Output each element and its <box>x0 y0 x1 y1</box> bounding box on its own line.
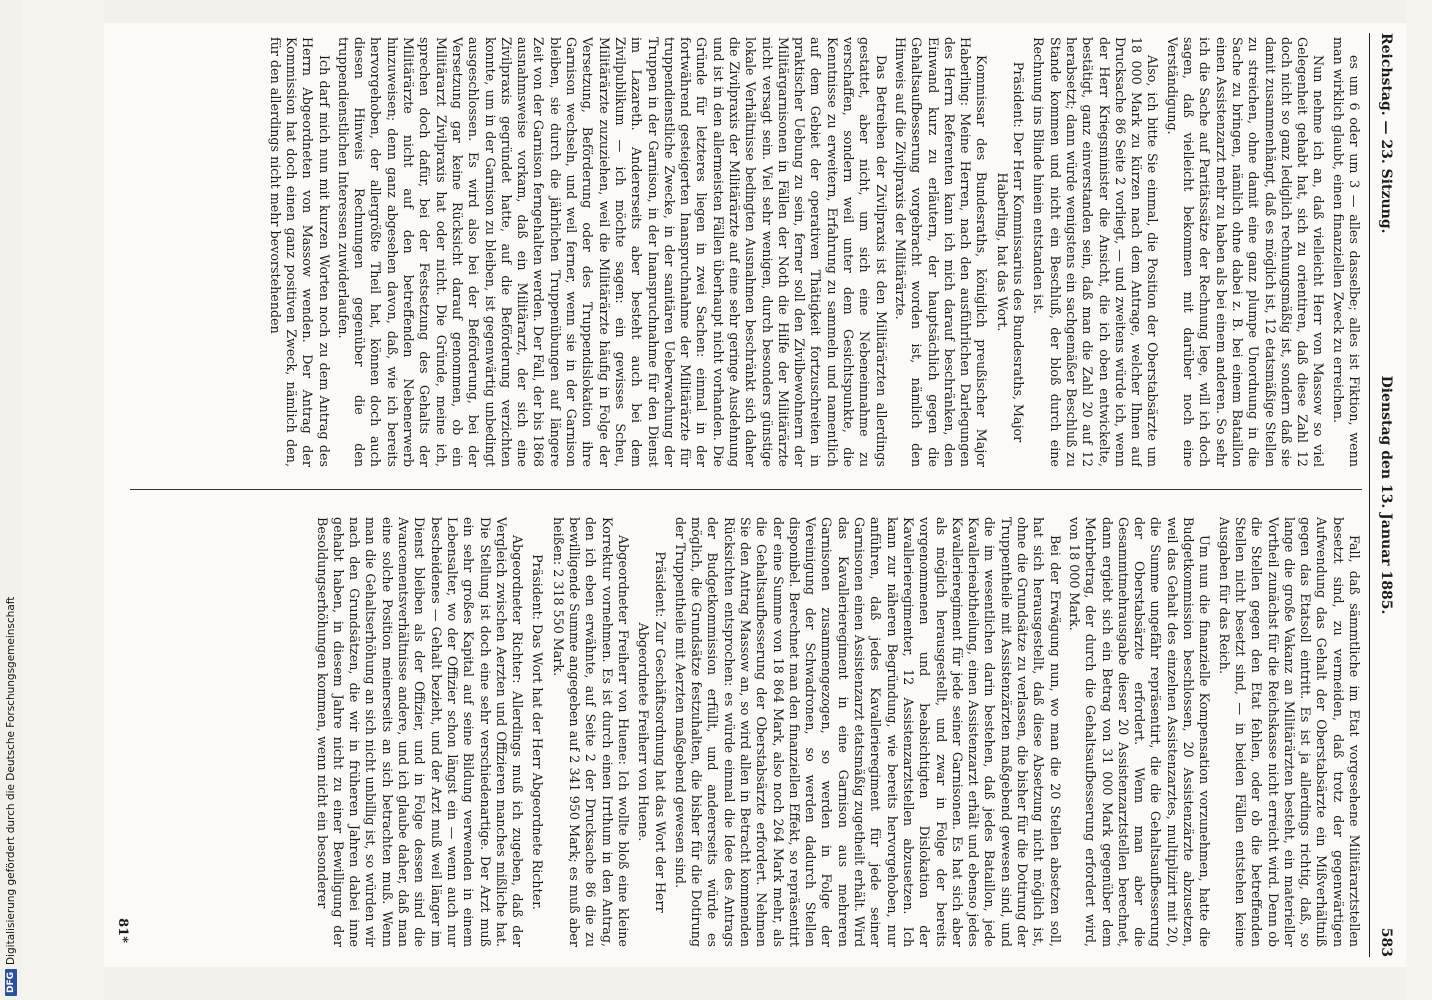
column-divider <box>130 489 1362 490</box>
scan-margin-right <box>1406 0 1432 1000</box>
scan-margin-left <box>22 0 104 1000</box>
sidebar-credit <box>0 6 22 996</box>
paragraph: Nun nehme ich an, daß vielleicht Herr von Massow so viel Gelegenheit gehabt hat, sich zu orientiren, daß diese Zahl 12 doch nicht so ganz lediglich rechnungsmäßig ist, sondern daß sie damit zusammenhängt, daß es möglich ist, 12 etatsmäßige Stellen zu streichen, ohne damit eine ganz plumpe Unordnung in die Sache zu bringen, nämlich ohne dabei z. B. bei einem Bataillon einen Assistenzarzt mehr zu haben als bei einem anderen. So sehr ich die Sache auf Paritätssätze der Rechnung lege, will ich doch sagen, daß vielleicht bekommen mit darüber noch eine Verständigung. <box>1164 37 1327 467</box>
text-column-left <box>122 37 1362 467</box>
paragraph: Kommissar des Bundesraths, königlich preußischer Major Haberling: Meine Herren, nach den ausführlichen Darlegungen des Herrn Referenten kann ich mich darauf beschränken, den Einwand kurz zu erläutern, der hauptsächlich gegen die Gehaltsaufbesserung vorgebracht worden ist, nämlich den Hinweis auf die Zivilpraxis der Militärärzte. <box>892 37 990 467</box>
speaker-paragraph: Präsident: Der Herr Kommissarius des Bundesraths, Major Haberling, hat das Wort. <box>994 61 1027 443</box>
sheet-signature: 81* <box>115 918 131 943</box>
paragraph: Bei der Erwägung nun, wo man die 20 Stellen absetzen soll, hat sich herausgestellt, daß diese Absetzung nicht möglich ist, ohne die Grundsätze zu verlassen, die bisher für die Dotirung der Truppentheile mit Assistenzärzten maßgebend gewesen sind, und die im wesentlichen darin bestehen, daß jedes Bataillon, jede Kavallerieabtheilung, einen Assistenzarzt erhält und ebenso jedes Kavallerieregiment für jede seiner Garnisonen. Es hat sich aber als möglich herausgestellt, und zwar in Folge der bereits vorgenommenen und beabsichtigten Dislokation der Kavallerieregimenter, 12 Assistenzarztstellen abzusetzen. Ich kann zur näheren Begründung, wie bereits hervorgehoben, nur anführen, daß jedes Kavallerieregiment für jede seiner Garnisonen einen Assistenzarzt etatsmäßig zugetheilt erhält. Wird das Kavallerieregiment in eine Garnison aus mehreren Garnisonen zusammengezogen, so werden in Folge der Vereinigung der Schwadronen, so werden dadurch Stellen disponibel. Berechnet man den finanziellen Effekt, so repräsentirt der eine Summe von 18 864 Mark, also noch 264 Mark mehr, als die Gehaltsaufbesserung der Oberstabsärzte erfordert. Nehmen Sie den Antrag Massow an, so wird allen in Betracht kommenden Rücksichten entsprochen: es würde einmal die Idee des Antrags der Budgetkommission erfüllt, und andererseits würde es möglich, die Grundsätze festzuhalten, die bisher für die Dotirung der Truppentheile mit Aerzten maßgebend gewesen sind. <box>672 517 1063 947</box>
dfg-logo-icon: DFG <box>5 969 17 996</box>
page-number: 583 <box>1378 927 1394 957</box>
header-center: Dienstag den 13. Januar 1885. <box>1378 375 1394 615</box>
speaker-paragraph: Präsident: Zur Geschäftsordnung hat das Wort der Herr Abgeordnete Freiherr von Huene. <box>636 551 668 913</box>
paragraph: Ich darf mich nun mit kurzen Worten noch zu dem Antrag des Herrn Abgeordneten von Massow wenden. Der Antrag der Kommission hat doch einen ganz positiven Zweck, nämlich den, für den allerdings nicht mehr bevorstehenden <box>267 37 332 467</box>
paragraph: Um nun die finanzielle Kompensation vorzunehmen, hatte die Budgetkommission beschlossen, 20 Assistenzärzte abzusetzen, weil das Gehalt des einzelnen Assistenzarztes, multiplizirt mit 20, die Summe ungefähr repräsentirt, die die Gehaltsaufbesserung der Oberstabsärzte erfordert. Wenn man aber die Gesammtmehrausgabe dieser 20 Assistenzarztstellen berechnet, dann ergiebt sich ein Betrag von 31 000 Mark gegenüber dem Mehrbetrag, der durch die Gehaltsaufbesserung erfordert wird, von 18 000 Mark. <box>1066 517 1213 947</box>
sidebar-credit-text: Digitalisierung gefördert durch die Deutsche Forschungsgemeinschaft <box>5 596 17 965</box>
text-column-right <box>122 517 1362 947</box>
paragraph: Abgeordneter Freiherr von Huene: Ich wollte bloß eine kleine Korrektur vornehmen. Es ist durch einen Irrthum in den Antrag, den ich eben erwähnte, auf Seite 2 der Drucksache 86 die zu bewilligende Summe angegeben auf 2 341 950 Mark; es muß aber heißen: 2 318 550 Mark. <box>550 517 631 947</box>
paragraph: Das Betreiben der Zivilpraxis ist den Militärärzten allerdings gestattet, aber nicht, um sich eine Nebeneinnahme zu verschaffen, sondern weil unter dem Gesichtspunkte, die Kenntnisse zu erweitern, Erfahrung zu sammeln und namentlich auf dem Gebiet der operativen Thätigkeit fortzuschreiten in praktischer Uebung zu sein, ferner soll den Zivilbewohnern der Militärgarnisonen in Fällen der Noth die Hilfe der Militärärzte nicht versagt sein. Viel sehr wenigen, durch besonders günstige lokale Verhältnisse bedingten Ausnahmen beschränkt sich daher die Zivilpraxis der Militärärzte auf eine sehr geringe Ausdehnung und ist in den allermeisten Fällen überhaupt nicht vorhanden. Die Gründe für letzteres liegen in zwei Sachen: einmal in der fortwährend gesteigerten Inanspruchnahme der Militärärzte für truppendienstliche Zwecke, in der sanitären Ueberwachung der Truppen in der Garnison, in der Inanspruchnahme für den Dienst im Lazareth. Andererseits aber besteht auch bei dem Zivilpublikum — ich möchte sagen: ein gewisses Scheu, Militärärzte zuzuziehen, weil die Militärärzte häufig in Folge der Versetzung, Beförderung oder des Truppendislokation ihre Garnison wechseln, und weil ferner, wenn sie in der Garnison bleiben, sie durch die jährlichen Truppenübungen auf längere Zeit von der Garnison ferngehalten werden. Der Fall, der bis 1868 ausnahmsweise vorkam, daß ein Militärarzt, der sich eine Zivilpraxis gegründet hatte, auf die Beförderung verzichten konnte, um in der Garnison zu bleiben, ist gegenwärtig unbedingt ausgeschlossen. Es wird also bei der Beförderung, bei der Versetzung gar keine Rücksicht darauf genommen, ob ein Militärarzt Zivilpraxis hat oder nicht. Die Gründe, meine ich, sprechen doch dafür, bei der Festsetzung des Gehalts der Militärärzte nicht auf den betreffenden Nebenerwerb hinzuweisen; denn ganz abgesehen davon, daß, wie ich bereits hervorgehoben, der allergrößte Theil hat, können doch auch diesen Hinweis Rechnungen gegenüber die den truppendienstlichen Interessen zuwiderlaufen. <box>335 37 889 467</box>
paragraph: es um 6 oder um 3 — alles dasselbe; alles ist Fiktion, wenn man wirklich glaubt, einen finanziellen Zweck zu erreichen. <box>1330 37 1362 467</box>
page-rotated-content <box>104 23 1406 967</box>
header-left: Reichstag. — 23. Sitzung. <box>1378 33 1394 234</box>
digitization-sidebar <box>0 0 22 1000</box>
paragraph: Also, ich bitte Sie einmal, die Position der Oberstabsärzte um 18 000 Mark zu kürzen nach dem Antrage, welcher Ihnen auf Drucksache 86 Seite 2 vorliegt, — und zweitens würde ich, wenn der Herr Kriegsminister die Ansicht, die ich oben entwickelte, bestätigt, ganz einverstanden sein, daß man die Zahl 20 auf 12 herabsetzt; dann würde wenigstens ein sachgemäßer Beschluß zu Stande kommen und nicht ein Beschluß, der bloß durch eine Rechnung ins Blinde hinein entstanden ist. <box>1031 37 1161 467</box>
paragraph: Abgeordneter Richter: Allerdings muß ich zugeben, daß der Vergleich zwischen Aerzten und Offizieren manches mißliche hat. Die Stellung ist doch eine sehr verschiedenartige. Der Arzt muß ein sehr großes Kapital auf seine Bildung verwenden in einem Lebensalter, wo der Offizier schon längst ein — wenn auch nur bescheidenes — Gehalt bezieht, und der Arzt muß weil länger im Dienst bleiben als der Offizier, und in Folge dessen sind die Avancementsverhältnisse andere, und ich glaube daher, daß man eine solche Position meinerseits an sich betrachten muß. Wenn man die Gehaltserhöhung an sich nicht unbillig ist, so würden wir nach den Grundsätzen, die wir in früheren Jahren dabei inne gehabt haben, in diesem Jahre nicht zu einer Bewilligung der Besoldungserhöhungen kommen, wenn nicht ein besonderer <box>314 517 526 947</box>
paragraph: Fall, daß sämmtliche im Etat vorgesehene Militärarztstellen besetzt sind, zu vermeiden, daß trotz der gegenwärtigen Aufwendung das Gehalt der Oberstabsärzte ein Mißverhältniß gegen das Etatsoll eintritt. Es ist ja allerdings richtig, daß, so lange die große Vakanz an Militärärzten besteht, ein materieller Vortheil zunächst für die Reichskasse nicht erreicht wird. Denn ob die Stellen gegen den Etat fehlen, oder ob die betreffenden Stellen nicht besetzt sind, — in beiden Fällen entstehen keine Ausgaben für das Reich. <box>1216 517 1362 947</box>
speaker-paragraph: Präsident: Das Wort hat der Herr Abgeordnete Richter. <box>530 554 546 910</box>
running-header <box>1369 33 1398 957</box>
scanned-page <box>104 23 1406 967</box>
